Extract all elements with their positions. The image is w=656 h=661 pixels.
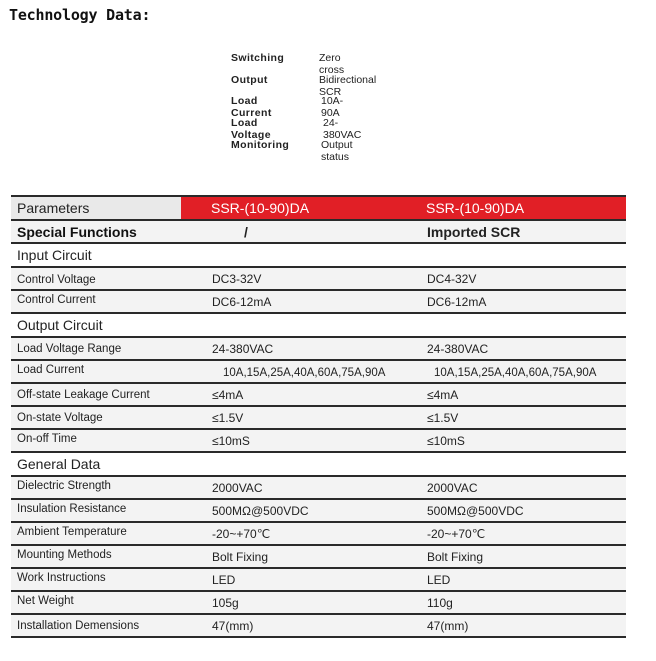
header-model-1: SSR-(10-90)DA (181, 197, 396, 219)
table-row (11, 615, 626, 638)
row-value-model-1: 24-380VAC (212, 341, 274, 356)
row-value-model-1: LED (212, 573, 236, 587)
table-row (11, 523, 626, 546)
row-value-model-2: ≤4mA (427, 387, 459, 402)
row-value-model-2: -20~+70℃ (427, 527, 486, 541)
row-value-model-1: ≤4mA (212, 387, 244, 402)
row-value-model-2: 110g (427, 596, 453, 610)
section-title: Input Circuit (17, 247, 92, 263)
table-row (11, 384, 626, 407)
row-param: Special Functions (17, 223, 137, 240)
row-param: Load Voltage Range (17, 342, 122, 355)
row-param: Control Current (17, 294, 96, 306)
section-general-data (11, 453, 626, 477)
row-param: Control Voltage (17, 274, 96, 286)
row-param: Installation Demensions (17, 619, 140, 632)
table-row (11, 477, 626, 500)
row-value-model-2: Bolt Fixing (427, 550, 484, 564)
row-value-model-2: 10A,15A,25A,40A,60A,75A,90A (434, 367, 597, 379)
summary-label: Load Voltage (231, 117, 271, 142)
table-row (11, 546, 626, 569)
row-value-model-1: 105g (212, 596, 239, 610)
page-title: Technology Data: (9, 6, 151, 24)
row-value-model-2: 2000VAC (427, 481, 478, 495)
row-value-model-1: 10A,15A,25A,40A,60A,75A,90A (223, 367, 386, 379)
row-value-model-1: -20~+70℃ (212, 527, 271, 541)
header-parameters: Parameters (17, 200, 90, 216)
section-title: General Data (17, 456, 101, 472)
row-value-model-2: 47(mm) (427, 619, 469, 633)
summary-value: Output status (321, 138, 353, 163)
table-row-special-functions (11, 221, 626, 244)
summary-label: Switching (231, 52, 285, 64)
summary-label: Load Current (231, 95, 272, 120)
table-row (11, 407, 626, 430)
row-value-model-2: DC6-12mA (427, 295, 487, 309)
table-row (11, 500, 626, 523)
row-param: On-off Time (17, 433, 77, 445)
header-model-2: SSR-(10-90)DA (396, 197, 626, 219)
row-value-model-1: DC6-12mA (212, 295, 272, 309)
row-value-model-2: LED (427, 573, 451, 587)
row-value-model-1: Bolt Fixing (212, 550, 269, 564)
summary-value: 10A-90A (321, 95, 344, 120)
row-value-model-1: 2000VAC (212, 481, 263, 495)
row-value-model-2: Imported SCR (427, 223, 521, 240)
row-param: Dielectric Strength (17, 480, 111, 492)
table-row (11, 291, 626, 314)
table-header-row (11, 197, 626, 221)
summary-label: Output (231, 73, 268, 86)
spec-table (11, 195, 626, 638)
table-row (11, 592, 626, 615)
row-value-model-1: ≤1.5V (212, 410, 244, 425)
table-row (11, 268, 626, 291)
row-value-model-1: / (244, 223, 248, 240)
section-input-circuit (11, 244, 626, 268)
table-row (11, 569, 626, 592)
row-value-model-2: ≤1.5V (427, 410, 459, 425)
summary-value: Bidirectional SCR (319, 73, 377, 98)
table-row (11, 430, 626, 453)
summary-label: Monitoring (231, 138, 290, 151)
row-value-model-2: ≤10mS (427, 434, 465, 448)
row-param: Net Weight (17, 595, 74, 607)
row-value-model-2: DC4-32V (427, 272, 477, 286)
row-value-model-1: ≤10mS (212, 434, 250, 448)
row-param: Mounting Methods (17, 549, 112, 561)
section-title: Output Circuit (17, 317, 103, 333)
section-output-circuit (11, 314, 626, 338)
row-value-model-2: 24-380VAC (427, 341, 489, 356)
row-param: Insulation Resistance (17, 503, 127, 515)
summary-value: 24-380VAC (323, 117, 362, 142)
row-param: On-state Voltage (17, 411, 103, 424)
row-param: Off-state Leakage Current (17, 388, 150, 401)
row-param: Ambient Temperature (17, 526, 127, 538)
table-row (11, 361, 626, 384)
summary-value: Zero cross (319, 52, 345, 76)
row-value-model-1: 47(mm) (212, 619, 254, 633)
table-row (11, 338, 626, 361)
row-param: Load Current (17, 364, 85, 376)
row-value-model-2: 500MΩ@500VDC (427, 504, 524, 518)
row-param: Work Instructions (17, 572, 106, 584)
row-value-model-1: DC3-32V (212, 272, 262, 286)
row-value-model-1: 500MΩ@500VDC (212, 504, 309, 518)
